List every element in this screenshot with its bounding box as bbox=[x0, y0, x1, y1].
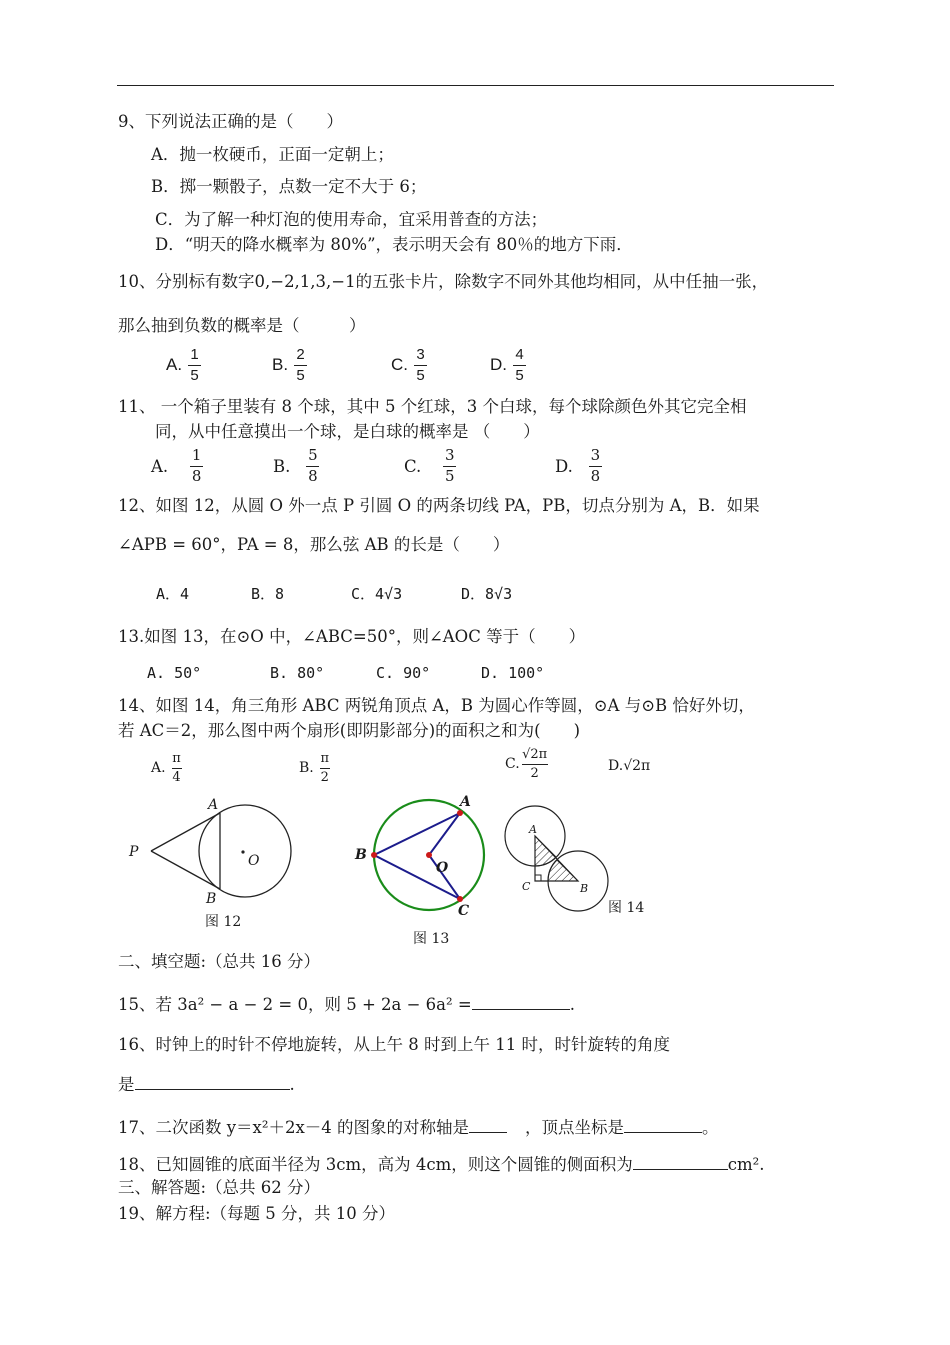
fig14-caption: 图 14 bbox=[608, 900, 645, 916]
fig13-caption: 图 13 bbox=[413, 931, 450, 947]
q13-stem: 13.如图 13，在⊙O 中，∠ABC=50°，则∠AOC 等于（ ） bbox=[118, 627, 586, 646]
q14-fraction-a: $\frac{\pi}{4}$ bbox=[172, 751, 181, 785]
q14-fraction-b: $\frac{\pi}{2}$ bbox=[320, 751, 330, 785]
q18: 18、已知圆锥的底面半径为 3cm，高为 4cm，则这个圆锥的侧面积为 cm². bbox=[118, 1155, 765, 1174]
q15-answer-blank[interactable] bbox=[472, 995, 570, 1010]
q10-fraction-d: $\frac{4}{5}$ bbox=[513, 347, 526, 384]
q9-option-d: D．“明天的降水概率为 80%”，表示明天会有 80％的地方下雨． bbox=[155, 235, 633, 254]
q11-fraction-b: $\frac{5}{8}$ bbox=[308, 446, 318, 485]
q19-stem: 19、解方程:（每题 5 分，共 10 分） bbox=[118, 1204, 396, 1223]
fig14-sector-b bbox=[548, 860, 578, 881]
q14-option-d: D. √2π bbox=[608, 758, 651, 774]
fig14-right-angle-mark bbox=[535, 875, 541, 881]
fig13-label-b: B bbox=[355, 847, 367, 863]
q10-fraction-c: $\frac{3}{5}$ bbox=[414, 347, 427, 384]
q11-fraction-d: $\frac{3}{8}$ bbox=[590, 446, 601, 485]
fig13-label-o: O bbox=[436, 860, 449, 876]
q12-stem-line2: ∠APB = 60°，PA = 8，那么弦 AB 的长是（ ） bbox=[118, 535, 510, 554]
q10-fraction-a: $\frac{1}{5}$ bbox=[188, 347, 201, 384]
q11-option-a: A. $\frac{1}{8}$ bbox=[151, 446, 202, 485]
q10-option-b: B. $\frac{2}{5}$ bbox=[272, 347, 307, 384]
fig14-label-a: A bbox=[529, 823, 537, 836]
q10-option-c: C. $\frac{3}{5}$ bbox=[391, 347, 427, 384]
q17: 17、二次函数 y＝x²＋2x－4 的图象的对称轴是 ，顶点坐标是 。 bbox=[118, 1118, 719, 1137]
q11-stem-line2: 同，从中任意摸出一个球，是白球的概率是 （ ） bbox=[155, 422, 540, 441]
q11-option-c: C. $\frac{3}{5}$ bbox=[404, 446, 455, 485]
q16-line1: 16、时钟上的时针不停地旋转，从上午 8 时到上午 11 时，时针旋转的角度 bbox=[118, 1035, 670, 1054]
fig13-label-a: A bbox=[460, 794, 471, 810]
q9-option-b: B．掷一颗骰子，点数一定不大于 6； bbox=[151, 177, 427, 196]
q12-option-a: A．4 bbox=[156, 585, 190, 603]
q13-option-b: B. 80° bbox=[270, 664, 325, 682]
q13-option-c: C. 90° bbox=[376, 664, 431, 682]
q11-option-b: B. $\frac{5}{8}$ bbox=[273, 446, 318, 485]
q12-option-c: C．4√3 bbox=[351, 585, 403, 603]
q11-fraction-c: $\frac{3}{5}$ bbox=[445, 446, 455, 485]
q13-option-d: D. 100° bbox=[481, 664, 545, 682]
q10-option-a: A. $\frac{1}{5}$ bbox=[166, 347, 201, 384]
q17-axis-blank[interactable] bbox=[469, 1118, 507, 1133]
fig12-caption: 图 12 bbox=[205, 914, 242, 930]
fig13-label-c: C bbox=[458, 903, 470, 919]
q17-vertex-blank[interactable] bbox=[624, 1118, 702, 1133]
q11-option-d: D. $\frac{3}{8}$ bbox=[555, 446, 601, 485]
q14-stem-line1: 14、如图 14，角三角形 ABC 两锐角顶点 A，B 为圆心作等圆，⊙A 与⊙B 恰好外切， bbox=[118, 696, 755, 715]
q10-option-d: D. $\frac{4}{5}$ bbox=[490, 347, 526, 384]
fig12-label-a: A bbox=[208, 797, 219, 813]
q9-stem: 9、下列说法正确的是（ ） bbox=[118, 112, 343, 131]
q16-line2: 是 . bbox=[118, 1075, 295, 1094]
q16-answer-blank[interactable] bbox=[135, 1075, 290, 1090]
fig12-label-p: P bbox=[129, 844, 139, 860]
q9-option-c: C．为了解一种灯泡的使用寿命，宜采用普查的方法； bbox=[155, 210, 548, 229]
q10-stem-line2: 那么抽到负数的概率是（ ） bbox=[118, 316, 366, 335]
q12-option-b: B．8 bbox=[251, 585, 285, 603]
q14-option-c: C. $\frac{√2\pi}{2}$ bbox=[505, 747, 548, 781]
q13-option-a: A. 50° bbox=[147, 664, 202, 682]
q10-fraction-b: $\frac{2}{5}$ bbox=[294, 347, 307, 384]
q11-fraction-a: $\frac{1}{8}$ bbox=[191, 446, 202, 485]
q14-option-a: A. $\frac{\pi}{4}$ bbox=[151, 751, 181, 785]
q18-answer-blank[interactable] bbox=[633, 1155, 728, 1170]
q12-option-d: D．8√3 bbox=[461, 585, 513, 603]
q10-stem-line1: 10、分别标有数字0,−2,1,3,−1的五张卡片，除数字不同外其他均相同，从中任抽一张， bbox=[118, 272, 769, 291]
q11-stem-line1: 11、 一个箱子里装有 8 个球，其中 5 个红球，3 个白球，每个球除颜色外其它完全相 bbox=[118, 397, 747, 416]
fig14-label-b: B bbox=[580, 882, 589, 895]
q14-stem-line2: 若 AC＝2，那么图中两个扇形(即阴影部分)的面积之和为( ) bbox=[118, 721, 581, 740]
section3-title: 三、解答题:（总共 62 分） bbox=[118, 1178, 321, 1197]
fig12-label-o: O bbox=[248, 853, 260, 869]
fig12-label-b: B bbox=[206, 891, 217, 907]
q14-fraction-c: $\frac{√2\pi}{2}$ bbox=[522, 747, 548, 781]
fig14-label-c: C bbox=[522, 880, 531, 893]
section2-title: 二、填空题:（总共 16 分） bbox=[118, 952, 321, 971]
q14-option-b: B. $\frac{\pi}{2}$ bbox=[299, 751, 330, 785]
q12-stem-line1: 12、如图 12，从圆 O 外一点 P 引圆 O 的两条切线 PA，PB，切点分别为 A，B．如果 bbox=[118, 496, 760, 515]
q9-option-a: A．抛一枚硬币，正面一定朝上； bbox=[151, 145, 394, 164]
fig14-sector-a bbox=[535, 836, 556, 866]
q15: 15、若 3a² − a − 2 = 0，则 5 + 2a − 6a² = . bbox=[118, 995, 575, 1014]
